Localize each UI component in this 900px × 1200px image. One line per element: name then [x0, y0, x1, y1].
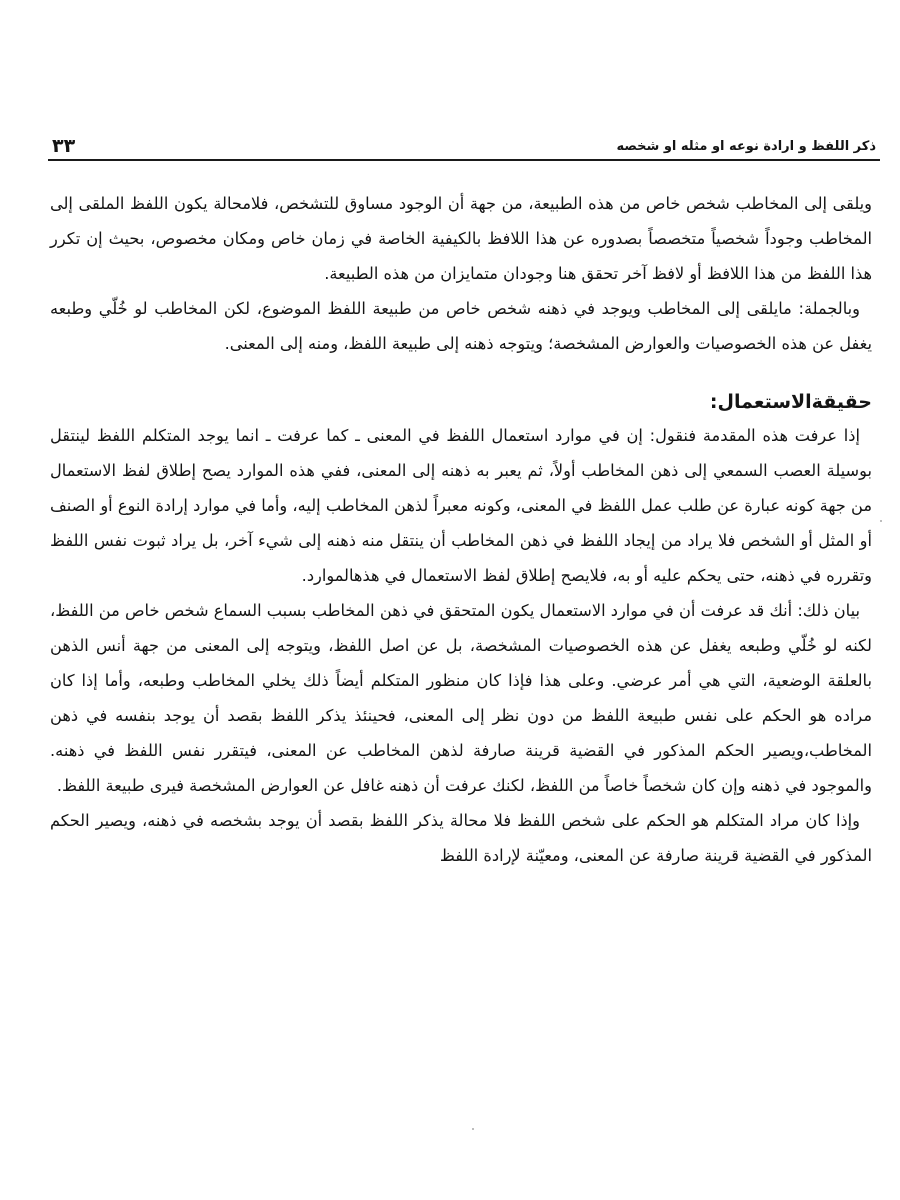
paragraph: بيان ذلك: أنك قد عرفت أن في موارد الاستعمال يكون المتحقق في ذهن المخاطب بسبب السماع شخص خاص من اللفظ، لكنه لو خُلّي وطبعه يغفل عن هذه الخصوصيات المشخصة، بل عن اصل اللفظ، ويتوجه إلى المعنى من جهة أنس الذهن بالعلقة الوضعية، التي هي أمر عرضي. وعلى هذا فإذا كان منظور المتكلم أيضاً ذلك يخلي المخاطب وطبعه، وأما إذا كان مراده هو الحكم على نفس طبيعة اللفظ من دون نظر إلى المعنى، فحينئذ يذكر اللفظ بقصد أن يوجد بنفسه في ذهن المخاطب،ويصير الحكم المذكور في القضية قرينة صارفة لذهن المخاطب عن المعنى، فيتقرر نفس اللفظ في ذهنه. والموجود في ذهنه وإن كان شخصاً خاصاً من اللفظ، لكنك عرفت أن ذهنه غافل عن العوارض المشخصة فيرى طبيعة اللفظ.	[50, 601, 872, 795]
paragraph: إذا عرفت هذه المقدمة فنقول: إن في موارد استعمال اللفظ في المعنى ـ كما عرفت ـ انما يوجد المتكلم اللفظ لينتقل بوسيلة العصب السمعي إلى ذهن المخاطب أولاً، ثم يعبر به ذهنه إلى المعنى، ففي هذه الموارد يصح إطلاق لفظ الاستعمال من جهة كونه عبارة عن طلب عمل اللفظ في المعنى، وكونه معبراً لذهن المخاطب إليه، وأما في موارد إرادة النوع أو الصنف أو المثل أو الشخص فلا يراد من إيجاد اللفظ في ذهن المخاطب أن ينتقل منه ذهنه إلى شيء آخر، بل يراد ثبوت نفس اللفظ وتقرره في ذهنه، حتى يحكم عليه أو به، فلايصح إطلاق لفظ الاستعمال في هذهالموارد.	[50, 426, 872, 585]
section-heading: حقيقةالاستعمال:	[709, 391, 872, 413]
running-header	[52, 132, 876, 156]
paragraph: ويلقى إلى المخاطب شخص خاص من هذه الطبيعة، من جهة أن الوجود مساوق للتشخص، فلامحالة يكون اللفظ الملقى إلى المخاطب وجوداً شخصياً متخصصاً بصدوره عن هذا اللافظ بالكيفية الخاصة في زمان خاص ومكان مخصوص، بحيث إن تكرر هذا اللفظ من هذا اللافظ أو لافظ آخر تحقق هنا وجودان متمايزان من هذه الطبيعة.	[50, 194, 872, 283]
running-header-title: ذكر اللفظ و ارادة نوعه او مثله او شخصه	[616, 139, 876, 154]
paragraph: وإذا كان مراد المتكلم هو الحكم على شخص اللفظ فلا محالة يذكر اللفظ بقصد أن يوجد بشخصه في ذهنه، ويصير الحكم المذكور في القضية قرينة صارفة عن المعنى، ومعيّنة لإرادة اللفظ	[50, 811, 872, 865]
scan-speck	[880, 520, 882, 522]
page-number: ٣٣	[52, 135, 76, 157]
scan-speck	[472, 1128, 474, 1130]
main-text	[50, 186, 872, 873]
paragraph: وبالجملة: مايلقى إلى المخاطب ويوجد في ذهنه شخص خاص من طبيعة اللفظ الموضوع، لكن المخاطب لو خُلّي وطبعه يغفل عن هذه الخصوصيات والعوارض المشخصة؛ ويتوجه ذهنه إلى طبيعة اللفظ، ومنه إلى المعنى.	[50, 299, 872, 353]
header-rule	[48, 159, 880, 161]
